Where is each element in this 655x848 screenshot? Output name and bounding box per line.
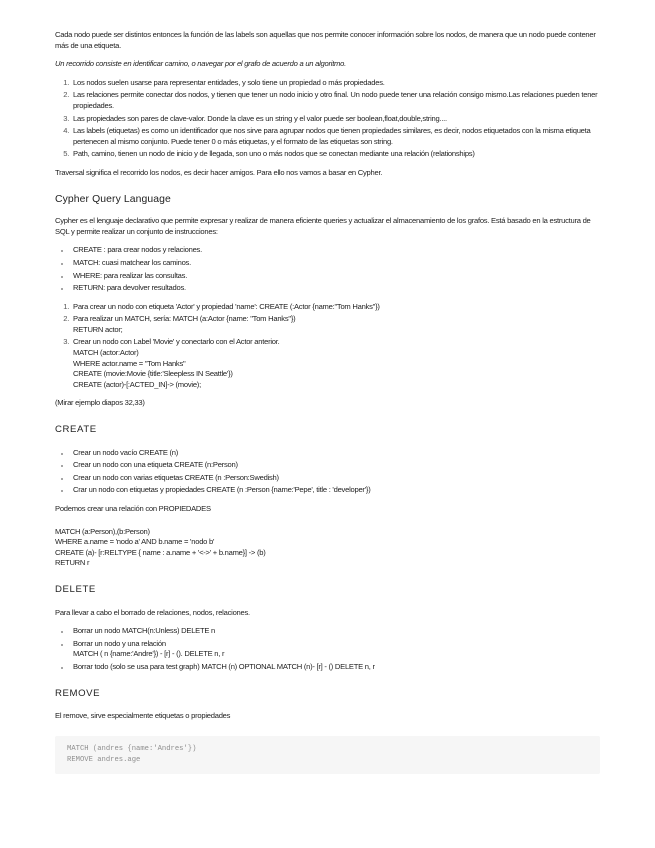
- delete-line: • Borrar todo (solo se usa para test graph) MATCH (n) OPTIONAL MATCH (n)- [r] - () DELETE n, r: [73, 661, 375, 671]
- code-line: RETURN r: [55, 558, 90, 568]
- list-item: 1. Los nodos suelen usarse para representar entidades, y solo tiene un propiedad o más propiedades.: [71, 78, 600, 89]
- list-item: 3. Las propiedades son pares de clave-valor. Donde la clave es un string y el valor puede ser boolean,float,double,string....: [71, 114, 600, 125]
- code-line: MATCH (andres {name:'Andres'}): [67, 744, 197, 753]
- list-item: 2. Las relaciones permite conectar dos nodos, y tienen que tener un nodo inicio y otro final. Un nodo puede tener una relación consigo mismo.Las relaciones pueden tener propiedades.: [71, 90, 600, 111]
- list-item: 4. Las labels (etiquetas) es como un identificador que nos sirve para agrupar nodos que tienen propiedades similares, es decir, nodos etiquetados con la misma etiqueta pertenecen al mismo conjunto. Puede tener 0 o más etiquetas, y el formato de las etiquetas son string.: [71, 126, 600, 147]
- concepts-list: [55, 78, 600, 160]
- example-line: WHERE actor.name = "Tom Hanks": [73, 358, 186, 368]
- example-line: 2. Para realizar un MATCH, sería: MATCH (a:Actor {name: "Tom Hanks"}): [73, 314, 296, 324]
- delete-list: [55, 626, 600, 672]
- list-item: • Crear un nodo con varias etiquetas CREATE (n :Person:Swedish): [71, 473, 600, 484]
- list-item: • Crar un nodo con etiquetas y propiedades CREATE (n :Person {name:'Pepe', title : 'developer'}): [71, 485, 600, 496]
- create-list: [55, 448, 600, 496]
- relation-code-block: [55, 527, 600, 569]
- section-heading-create: CREATE: [55, 424, 97, 436]
- remove-intro: El remove, sirve especialmente etiquetas o propiedades: [55, 711, 231, 721]
- traversal-paragraph: Traversal significa el recorrido los nodos, es decir hacer amigos. Para ello nos vamos a basar en Cypher.: [55, 167, 383, 177]
- delete-intro: Para llevar a cabo el borrado de relaciones, nodos, relaciones.: [55, 607, 250, 617]
- relation-intro: Podemos crear una relación con PROPIEDADES: [55, 504, 211, 513]
- code-line: WHERE a.name = 'nodo a' AND b.name = 'nodo b': [55, 537, 215, 547]
- delete-line: • Borrar un nodo MATCH(n:Unless) DELETE n: [73, 626, 216, 636]
- example-line: MATCH (actor:Actor): [73, 348, 139, 358]
- example-line: 3. Crear un nodo con Label 'Movie' y conectarlo con el Actor anterior.: [73, 337, 280, 347]
- example-line: RETURN actor;: [73, 324, 123, 334]
- list-item: [71, 337, 600, 390]
- list-item: [71, 302, 600, 313]
- list-item: • CREATE : para crear nodos y relaciones.: [71, 245, 600, 256]
- cypher-examples-list: [55, 302, 600, 391]
- list-item: • Crear un nodo vacío CREATE (n): [71, 448, 600, 459]
- example-line: CREATE (actor)-[:ACTED_IN]-> (movie);: [73, 379, 201, 389]
- delete-line: • Borrar un nodo y una relación: [73, 638, 166, 648]
- example-line: CREATE (movie:Movie {title:'Sleepless IN Seattle'}): [73, 369, 233, 379]
- section-heading-cypher: Cypher Query Language: [55, 193, 171, 205]
- cypher-note: (Mirar ejemplo diapos 32,33): [55, 398, 145, 408]
- code-line: MATCH (a:Person),(b:Person): [55, 526, 150, 536]
- cypher-description: Cypher es el lenguaje declarativo que permite expresar y realizar de manera eficiente queries y actualizar el almacenamiento de los grafos. Está basado en la estructura de SQL y permite realizar un conjunto de instrucciones:: [55, 216, 591, 236]
- list-item: [71, 639, 600, 660]
- list-item: • WHERE: para realizar las consultas.: [71, 271, 600, 282]
- example-line: 1. Para crear un nodo con etiqueta 'Actor' y propiedad 'name': CREATE (:Actor {name:"Tom Hanks"}): [73, 301, 380, 311]
- list-item: • MATCH: cuasi matchear los caminos.: [71, 258, 600, 269]
- list-item: • Crear un nodo con una etiqueta CREATE (n:Person): [71, 460, 600, 471]
- code-line: REMOVE andres.age: [67, 755, 141, 764]
- delete-line: MATCH ( n {name:'Andre'}) - [r] - (). DELETE n, r: [73, 649, 225, 659]
- code-line: CREATE (a)- [r:RELTYPE { name : a.name + '<->' + b.name}] -> (b): [55, 547, 266, 557]
- intro-paragraph: Cada nodo puede ser distintos entonces la función de las labels son aquellas que nos permite conocer información sobre los nodos, de manera que un nodo puede contener más de una etiqueta.: [55, 30, 596, 50]
- section-heading-delete: DELETE: [55, 583, 96, 595]
- list-item: 5. Path, camino, tienen un nodo de inicio y de llegada, son uno o más nodos que se conectan mediante una relación (relationships): [71, 149, 600, 160]
- section-heading-remove: REMOVE: [55, 687, 101, 699]
- list-item: • RETURN: para devolver resultados.: [71, 283, 600, 294]
- document: [55, 0, 600, 774]
- remove-code-block: [55, 736, 600, 774]
- list-item: [71, 626, 600, 637]
- list-item: [71, 662, 600, 673]
- traversal-definition: Un recorrido consiste en identificar camino, o navegar por el grafo de acuerdo a un algoritmo.: [55, 59, 346, 69]
- cypher-commands-list: [55, 245, 600, 293]
- list-item: [71, 314, 600, 335]
